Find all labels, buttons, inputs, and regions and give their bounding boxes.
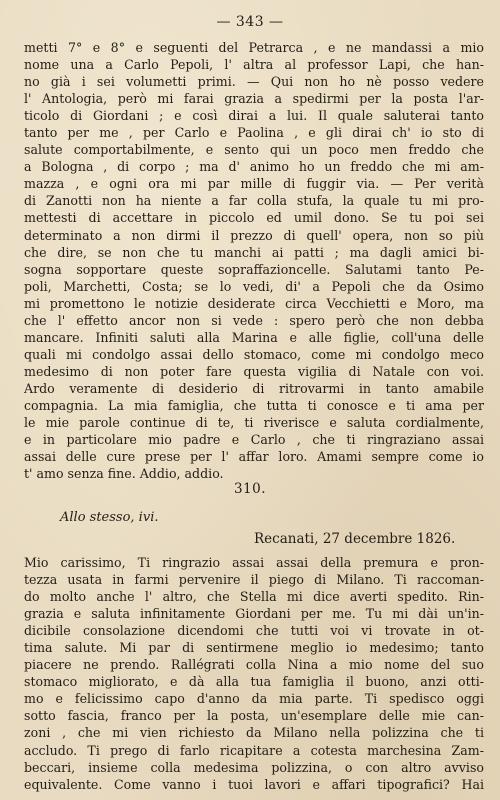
- text-line: grazia e saluta infinitamente Giordani per me. Tu mi dài un'in-: [24, 606, 484, 622]
- letter-310-body: [24, 554, 484, 793]
- text-line: accludo. Ti prego di farlo ricapitare a cotesta marchesina Zam-: [24, 742, 484, 758]
- text-line: stomaco migliorato, e dà alla tua famiglia il buono, anzi otti-: [24, 674, 484, 690]
- text-line: no già i sei volumetti primi. — Qui non ho nè posso vedere: [24, 74, 484, 90]
- text-line: do molto anche l' altro, che Stella mi dice averti spedito. Rin-: [24, 589, 484, 605]
- text-line: quali mi condolgo assai dello stomaco, come mi condolgo meco: [24, 346, 484, 362]
- text-line: Mio carissimo, Ti ringrazio assai assai della premura e pron-: [24, 555, 484, 570]
- text-line: che l' effetto ancor non si vede : spero però che non debba: [24, 312, 484, 328]
- text-line: tezza usata in farmi pervenire il piego di Milano. Ti raccoman-: [24, 572, 484, 588]
- text-line: poli, Marchetti, Costa; se lo vedi, di' a Pepoli che da Osimo: [24, 278, 484, 294]
- letter-309-body: [24, 39, 484, 482]
- text-line: nome una a Carlo Pepoli, l' altra al professor Lapi, che han-: [24, 57, 484, 73]
- text-line: che dire, se non che tu manchi ai patti ; ma dagli amici bi-: [24, 244, 484, 260]
- letter-number: 310.: [233, 481, 267, 497]
- text-line: assai delle cure prese per l' affar loro. Amami sempre come io: [24, 449, 484, 465]
- text-line: le mie parole continue di te, ti riverisce e saluta cordialmente,: [24, 415, 484, 431]
- text-line: sogna sopportare queste sopraffazioncelle. Salutami tanto Pe-: [24, 261, 484, 277]
- text-line: di Zanotti non ha niente a far colla stufa, la quale tu mi pro-: [24, 193, 484, 209]
- text-line: mazza , e ogni ora mi par mille di fuggir via. — Per verità: [24, 176, 484, 192]
- text-line: zoni , che mi vien richiesto da Milano nella polizzina che ti: [24, 725, 484, 741]
- text-line: Ardo veramente di desiderio di ritrovarmi in tanto amabile: [24, 380, 484, 396]
- text-line: mo e felicissimo capo d'anno da mia parte. Ti spedisco oggi: [24, 691, 484, 707]
- text-line: equivalente. Come vanno i tuoi lavori e affari tipografici? Hai: [24, 776, 484, 792]
- text-line: t' amo senza fine. Addio, addio.: [24, 466, 224, 482]
- text-line: beccari, insieme colla medesima polizzina, o con altro avviso: [24, 759, 484, 775]
- text-line: mettesti di accettare in piccolo ed umil dono. Se tu poi sei: [24, 210, 484, 226]
- text-line: determinato a non dirmi il prezzo di quell' opera, non so più: [24, 227, 484, 243]
- text-line: mi promettono le notizie desiderate circa Vecchietti e Moro, ma: [24, 295, 484, 311]
- text-line: mancare. Infiniti saluti alla Marina e alle figlie, coll'una delle: [24, 329, 484, 345]
- text-line: ticolo di Giordani ; e così dirai a lui. Il quale saluterai tanto: [24, 108, 484, 124]
- page-number: — 343 —: [216, 14, 284, 30]
- letter-date: Recanati, 27 decembre 1826.: [254, 531, 456, 547]
- text-line: tanto per me , per Carlo e Paolina , e gli dirai ch' io sto di: [24, 125, 484, 141]
- text-line: piacere ne prendo. Rallégrati colla Nina a mio nome del suo: [24, 657, 484, 673]
- text-line: compagnia. La mia famiglia, che tutta ti conosce e ti ama per: [24, 397, 484, 413]
- text-line: metti 7° e 8° e seguenti del Petrarca , e ne mandassi a mio: [24, 40, 484, 55]
- text-line: l' Antologia, però mi farai grazia a spedirmi per la posta l'ar-: [24, 91, 484, 107]
- text-line: a Bologna , di corpo ; ma d' animo ho un freddo che mi am-: [24, 159, 484, 175]
- text-line: e in particolare mio padre e Carlo , che ti ringraziano assai: [24, 432, 484, 448]
- letter-recipient: Allo stesso, ivi.: [60, 510, 159, 525]
- text-line: tima salute. Mi par di sentirmene meglio io medesimo; tanto: [24, 640, 484, 656]
- text-line: dicibile consolazione dicendomi che tutti voi vi trovate in ot-: [24, 623, 484, 639]
- text-line: salute comportabilmente, e sento qui un poco men freddo che: [24, 142, 484, 158]
- text-line: medesimo di non poter fare questa vigilia di Natale con voi.: [24, 363, 484, 379]
- text-line: sotto fascia, franco per la posta, un'esemplare delle mie can-: [24, 708, 484, 724]
